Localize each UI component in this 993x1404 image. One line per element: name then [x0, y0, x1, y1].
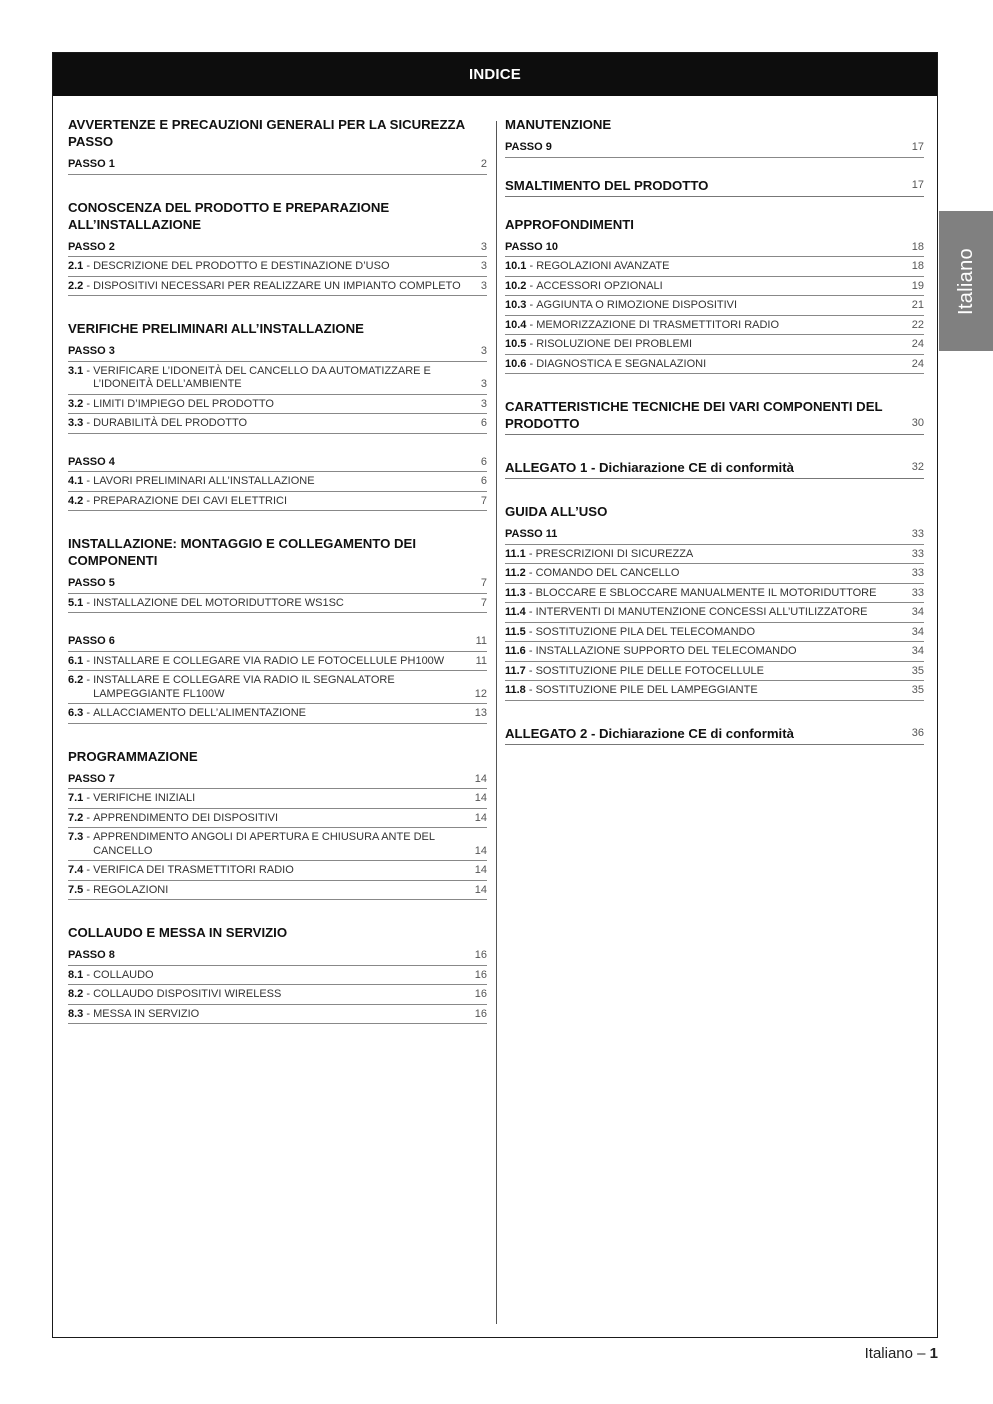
- toc-entry-text: [505, 587, 910, 601]
- entry-number: 11.2: [505, 567, 526, 579]
- section-heading[interactable]: [68, 924, 487, 941]
- toc-entry-text: [505, 548, 910, 562]
- toc-entry-text: [505, 280, 910, 294]
- entry-number: 10.2: [505, 279, 527, 292]
- toc-row[interactable]: [505, 584, 924, 604]
- entry-separator: -: [525, 645, 536, 657]
- section-heading[interactable]: [505, 503, 924, 520]
- page-number: 34: [911, 625, 924, 638]
- toc-row-passo[interactable]: [68, 946, 487, 966]
- entry-separator: -: [525, 664, 536, 677]
- entry-separator: -: [525, 547, 536, 560]
- toc-right-column: [505, 116, 924, 745]
- entry-number: 10.1: [505, 260, 527, 272]
- entry-number: 7.4: [68, 864, 84, 876]
- page-number: 22: [911, 318, 924, 331]
- toc-row[interactable]: [68, 671, 487, 704]
- entry-label: PRESCRIZIONI DI SICUREZZA: [535, 547, 694, 560]
- entry-separator: -: [526, 279, 537, 292]
- page-number: 18: [911, 240, 924, 253]
- entry-label: APPRENDIMENTO ANGOLI DI APERTURA E CHIUSURA ANTE DEL CANCELLO: [93, 831, 435, 857]
- toc-row-passo[interactable]: [68, 342, 487, 362]
- toc-row[interactable]: [505, 681, 924, 701]
- page-number: 2: [480, 158, 487, 170]
- toc-item-list: [68, 362, 487, 434]
- entry-number: 8.1: [68, 968, 84, 981]
- passo-label: PASSO 1: [68, 158, 115, 170]
- toc-entry-text: [505, 645, 910, 659]
- toc-item-list: [68, 966, 487, 1025]
- toc-row-passo[interactable]: [68, 453, 487, 473]
- entry-number: 10.3: [505, 299, 527, 311]
- page-number: 32: [911, 461, 924, 473]
- entry-label: ALLACCIAMENTO DELL’ALIMENTAZIONE: [93, 707, 307, 719]
- section-title: ALLEGATO 2 - Dichiarazione CE di conformità: [505, 725, 794, 741]
- entry-number: 3.1: [68, 364, 84, 377]
- entry-label: MESSA IN SERVIZIO: [93, 1007, 200, 1020]
- entry-separator: -: [83, 417, 94, 429]
- section-heading[interactable]: [505, 216, 924, 233]
- passo-label: PASSO 9: [505, 141, 552, 153]
- entry-number: 4.1: [68, 475, 84, 487]
- page-footer: [865, 1345, 938, 1362]
- page-number: 3: [480, 240, 487, 253]
- entry-label: LAVORI PRELIMINARI ALL’INSTALLAZIONE: [93, 475, 315, 487]
- toc-entry-text: [68, 812, 473, 826]
- page-number: 13: [474, 707, 487, 719]
- section-title: COLLAUDO E MESSA IN SERVIZIO: [68, 925, 288, 940]
- toc-entry-text: [68, 674, 473, 701]
- entry-label: PREPARAZIONE DEI CAVI ELETTRICI: [93, 494, 288, 507]
- entry-separator: -: [83, 397, 94, 410]
- page-number: 17: [911, 141, 924, 153]
- page-number: 12: [474, 687, 487, 700]
- toc-row[interactable]: [505, 277, 924, 297]
- entry-number: 2.2: [68, 279, 84, 292]
- toc-row[interactable]: [68, 362, 487, 395]
- toc-row[interactable]: [505, 545, 924, 565]
- page-number: 14: [474, 772, 487, 785]
- entry-number: 11.3: [505, 586, 526, 599]
- toc-row[interactable]: [68, 789, 487, 809]
- toc-entry-text: [505, 358, 910, 372]
- section-heading[interactable]: [505, 725, 924, 745]
- page-number: 7: [480, 577, 487, 589]
- toc-entry-text: [505, 606, 910, 620]
- toc-row[interactable]: [505, 623, 924, 643]
- page-number: 35: [911, 664, 924, 677]
- section-title: VERIFICHE PRELIMINARI ALL’INSTALLAZIONE: [68, 321, 364, 336]
- page-number: 16: [474, 949, 487, 961]
- section-title: AVVERTENZE E PRECAUZIONI GENERALI PER LA SICUREZZA PASSO: [68, 117, 465, 149]
- entry-separator: -: [83, 674, 94, 686]
- toc-item-list: [68, 652, 487, 724]
- entry-number: 7.3: [68, 831, 84, 843]
- entry-label: BLOCCARE E SBLOCCARE MANUALMENTE IL MOTORIDUTTORE: [535, 586, 877, 599]
- toc-row[interactable]: [68, 828, 487, 861]
- entry-label: REGOLAZIONI: [93, 883, 169, 896]
- entry-separator: -: [525, 567, 536, 579]
- entry-label: DIAGNOSTICA E SEGNALAZIONI: [536, 357, 707, 370]
- section-title: GUIDA ALL’USO: [505, 504, 608, 519]
- toc-row-passo[interactable]: [68, 238, 487, 258]
- section-heading[interactable]: [68, 199, 487, 233]
- toc-entry-text: [505, 684, 910, 698]
- page-number: 19: [911, 279, 924, 292]
- passo-label: PASSO 10: [505, 240, 558, 253]
- page-number: 35: [911, 684, 924, 696]
- passo-label: PASSO 11: [505, 528, 558, 540]
- passo-label: PASSO 2: [68, 240, 115, 253]
- toc-item-list: [505, 257, 924, 374]
- entry-separator: -: [526, 299, 537, 311]
- entry-number: 6.2: [68, 674, 84, 686]
- entry-number: 7.2: [68, 811, 84, 824]
- entry-label: INSTALLAZIONE DEL MOTORIDUTTORE WS1SC: [93, 596, 344, 609]
- entry-number: 11.6: [505, 645, 526, 657]
- entry-separator: -: [526, 357, 537, 370]
- toc-row[interactable]: [68, 704, 487, 724]
- entry-number: 4.2: [68, 494, 84, 507]
- toc-item-list: [68, 789, 487, 900]
- toc-row[interactable]: [68, 395, 487, 415]
- toc-entry-text: [68, 365, 473, 392]
- toc-row[interactable]: [68, 594, 487, 614]
- toc-entry-text: [505, 626, 910, 640]
- toc-item-list: [68, 257, 487, 296]
- page-number: 33: [911, 547, 924, 560]
- entry-label: AGGIUNTA O RIMOZIONE DISPOSITIVI: [536, 299, 738, 311]
- entry-separator: -: [83, 1007, 94, 1020]
- entry-separator: -: [525, 606, 536, 618]
- toc-row[interactable]: [68, 492, 487, 512]
- toc-row[interactable]: [505, 603, 924, 623]
- section-title: MANUTENZIONE: [505, 117, 612, 132]
- entry-separator: -: [525, 586, 536, 599]
- toc-entry-text: [68, 792, 473, 806]
- entry-number: 11.7: [505, 664, 526, 677]
- entry-separator: -: [525, 625, 536, 638]
- entry-label: COMANDO DEL CANCELLO: [535, 567, 680, 579]
- page-number: 14: [474, 864, 487, 876]
- section-title: SMALTIMENTO DEL PRODOTTO: [505, 177, 709, 193]
- page-number: 21: [911, 299, 924, 311]
- passo-label: PASSO 6: [68, 635, 115, 647]
- footer-text: Italiano –: [864, 1345, 930, 1362]
- page-number: 24: [911, 357, 924, 370]
- entry-number: 11.4: [505, 606, 526, 618]
- entry-separator: -: [83, 968, 94, 981]
- toc-row[interactable]: [505, 335, 924, 355]
- toc-entry-text: [68, 398, 473, 412]
- section-heading[interactable]: [505, 459, 924, 479]
- entry-label: REGOLAZIONI AVANZATE: [536, 260, 670, 272]
- toc-row-passo[interactable]: [68, 155, 487, 175]
- toc-entry-text: [505, 260, 910, 274]
- entry-separator: -: [83, 494, 94, 507]
- toc-entry-text: [68, 707, 473, 721]
- entry-label: INSTALLAZIONE SUPPORTO DEL TELECOMANDO: [535, 645, 797, 657]
- entry-number: 6.1: [68, 654, 84, 667]
- passo-label: PASSO 7: [68, 772, 115, 785]
- toc-entry-text: [68, 417, 473, 431]
- entry-number: 10.4: [505, 318, 527, 331]
- page-number: 18: [911, 260, 924, 272]
- toc-entry-text: [68, 495, 473, 509]
- page-number: 6: [480, 417, 487, 429]
- passo-label: PASSO 8: [68, 949, 115, 961]
- toc-row[interactable]: [68, 881, 487, 901]
- page-number: 3: [480, 345, 487, 357]
- page-number: 30: [911, 417, 924, 429]
- entry-label: APPRENDIMENTO DEI DISPOSITIVI: [93, 811, 279, 824]
- entry-separator: -: [83, 475, 94, 487]
- entry-label: INSTALLARE E COLLEGARE VIA RADIO IL SEGNALATORE LAMPEGGIANTE FL100W: [93, 674, 395, 700]
- toc-row[interactable]: [505, 564, 924, 584]
- toc-item-list: [68, 594, 487, 614]
- toc-row[interactable]: [505, 355, 924, 375]
- page-number: 3: [480, 260, 487, 272]
- toc-entry-text: [68, 475, 473, 489]
- entry-label: VERIFICHE INIZIALI: [93, 792, 196, 804]
- toc-entry-text: [68, 597, 473, 611]
- section-heading[interactable]: [68, 535, 487, 569]
- toc-row[interactable]: [68, 277, 487, 297]
- toc-row-passo[interactable]: [505, 138, 924, 158]
- entry-label: DESCRIZIONE DEL PRODOTTO E DESTINAZIONE D’USO: [93, 260, 390, 272]
- section-heading[interactable]: [505, 177, 924, 197]
- page-number: 14: [474, 811, 487, 824]
- entry-number: 10.5: [505, 338, 527, 350]
- page-number: 14: [474, 792, 487, 804]
- entry-label: VERIFICA DEI TRASMETTITORI RADIO: [93, 864, 294, 876]
- footer-page-number: 1: [929, 1345, 938, 1362]
- page-number: 33: [911, 528, 924, 540]
- toc-row[interactable]: [68, 985, 487, 1005]
- entry-label: INTERVENTI DI MANUTENZIONE CONCESSI ALL’UTILIZZATORE: [535, 606, 868, 618]
- toc-row[interactable]: [68, 414, 487, 434]
- column-divider: [496, 121, 497, 1324]
- entry-separator: -: [83, 707, 94, 719]
- section-heading[interactable]: [68, 320, 487, 337]
- toc-entry-text: [68, 884, 473, 898]
- toc-entry-text: [68, 969, 473, 983]
- section-title: PROGRAMMAZIONE: [68, 748, 198, 764]
- toc-row[interactable]: [68, 257, 487, 277]
- page-title: INDICE: [53, 53, 937, 96]
- entry-label: VERIFICARE L’IDONEITÀ DEL CANCELLO DA AUTOMATIZZARE E L’IDONEITÀ DELL’AMBIENTE: [93, 364, 431, 390]
- entry-number: 3.3: [68, 417, 84, 429]
- entry-label: MEMORIZZAZIONE DI TRASMETTITORI RADIO: [536, 318, 780, 331]
- page-number: 16: [474, 1007, 487, 1020]
- entry-separator: -: [83, 988, 94, 1000]
- toc-entry-text: [68, 831, 473, 858]
- toc-row-passo[interactable]: [505, 525, 924, 545]
- entry-label: SOSTITUZIONE PILE DEL LAMPEGGIANTE: [535, 684, 758, 696]
- page-number: 3: [480, 279, 487, 292]
- entry-separator: -: [83, 864, 94, 876]
- entry-label: COLLAUDO: [93, 968, 154, 981]
- entry-label: SOSTITUZIONE PILA DEL TELECOMANDO: [535, 625, 756, 638]
- section-title: ALLEGATO 1 - Dichiarazione CE di conformità: [505, 460, 794, 475]
- page-number: 11: [475, 654, 487, 667]
- passo-label: PASSO 3: [68, 345, 115, 357]
- page-number: 3: [480, 397, 487, 410]
- section-heading[interactable]: [68, 116, 487, 150]
- entry-separator: -: [83, 279, 94, 292]
- entry-separator: -: [526, 318, 537, 331]
- section-heading[interactable]: [505, 116, 924, 133]
- entry-label: LIMITI D’IMPIEGO DEL PRODOTTO: [93, 397, 274, 410]
- toc-item-list: [68, 472, 487, 511]
- toc-row-passo[interactable]: [68, 574, 487, 594]
- page-number: 34: [911, 606, 924, 618]
- entry-number: 5.1: [68, 596, 84, 609]
- toc-entry-text: [68, 1008, 473, 1022]
- page-number: 16: [474, 968, 487, 981]
- toc-row[interactable]: [505, 257, 924, 277]
- entry-separator: -: [525, 684, 536, 696]
- entry-number: 6.3: [68, 707, 84, 719]
- toc-row[interactable]: [505, 662, 924, 682]
- entry-number: 3.2: [68, 397, 84, 410]
- entry-separator: -: [83, 811, 94, 824]
- toc-entry-text: [505, 567, 910, 581]
- toc-row[interactable]: [505, 642, 924, 662]
- section-title: CARATTERISTICHE TECNICHE DEI VARI COMPONENTI DEL PRODOTTO: [505, 399, 883, 431]
- page-number: 17: [911, 178, 924, 191]
- page-number: 16: [474, 988, 487, 1000]
- entry-label: COLLAUDO DISPOSITIVI WIRELESS: [93, 988, 282, 1000]
- toc-entry-text: [68, 988, 473, 1002]
- toc-left-column: [68, 116, 487, 1024]
- passo-label: PASSO 4: [68, 455, 115, 468]
- entry-label: RISOLUZIONE DEI PROBLEMI: [536, 338, 693, 350]
- section-title: APPROFONDIMENTI: [505, 216, 634, 232]
- page-number: 14: [474, 844, 487, 857]
- page-number: 24: [911, 338, 924, 350]
- toc-item-list: [505, 545, 924, 701]
- entry-number: 10.6: [505, 357, 527, 370]
- entry-label: DISPOSITIVI NECESSARI PER REALIZZARE UN IMPIANTO COMPLETO: [93, 279, 461, 292]
- page-number: 34: [911, 645, 924, 657]
- entry-number: 11.5: [505, 625, 526, 638]
- toc-row-passo[interactable]: [68, 632, 487, 652]
- toc-row[interactable]: [505, 296, 924, 316]
- toc-row[interactable]: [505, 316, 924, 336]
- page-number: 14: [474, 883, 487, 896]
- entry-separator: -: [526, 260, 537, 272]
- page-number: 33: [911, 567, 924, 579]
- toc-entry-text: [505, 338, 910, 352]
- toc-row[interactable]: [68, 652, 487, 672]
- toc-frame: [52, 52, 938, 1338]
- entry-separator: -: [83, 364, 94, 377]
- entry-label: SOSTITUZIONE PILE DELLE FOTOCELLULE: [535, 664, 765, 677]
- entry-label: ACCESSORI OPZIONALI: [536, 279, 663, 292]
- entry-separator: -: [83, 260, 94, 272]
- section-heading[interactable]: [505, 398, 924, 435]
- entry-separator: -: [83, 831, 94, 843]
- toc-entry-text: [505, 299, 910, 313]
- toc-row[interactable]: [68, 861, 487, 881]
- toc-row[interactable]: [68, 809, 487, 829]
- entry-separator: -: [83, 792, 94, 804]
- toc-entry-text: [68, 864, 473, 878]
- entry-number: 11.8: [505, 684, 526, 696]
- entry-label: DURABILITÀ DEL PRODOTTO: [93, 417, 248, 429]
- toc-row[interactable]: [68, 1005, 487, 1025]
- toc-entry-text: [505, 319, 910, 333]
- side-tab-label: Italiano: [954, 247, 977, 315]
- page-number: 11: [475, 635, 487, 647]
- page-number: 3: [480, 378, 487, 390]
- section-title: CONOSCENZA DEL PRODOTTO E PREPARAZIONE ALL’INSTALLAZIONE: [68, 199, 390, 232]
- entry-separator: -: [83, 883, 94, 896]
- entry-separator: -: [526, 338, 537, 350]
- page-number: 7: [480, 596, 487, 609]
- page-number: 6: [480, 475, 487, 487]
- section-title: INSTALLAZIONE: MONTAGGIO E COLLEGAMENTO DEI COMPONENTI: [68, 536, 416, 568]
- page-number: 33: [911, 586, 924, 599]
- toc-row[interactable]: [68, 966, 487, 986]
- entry-number: 8.2: [68, 988, 84, 1000]
- section-heading[interactable]: [68, 748, 487, 765]
- entry-separator: -: [83, 596, 94, 609]
- entry-number: 2.1: [68, 260, 84, 272]
- entry-number: 8.3: [68, 1007, 84, 1020]
- page-number: 7: [480, 494, 487, 507]
- toc-row-passo[interactable]: [68, 770, 487, 790]
- entry-label: INSTALLARE E COLLEGARE VIA RADIO LE FOTOCELLULE PH100W: [93, 654, 445, 667]
- page-number: 6: [480, 455, 487, 468]
- language-side-tab: [939, 211, 993, 351]
- toc-entry-text: [505, 665, 910, 679]
- entry-separator: -: [83, 654, 94, 667]
- entry-number: 7.1: [68, 792, 84, 804]
- passo-label: PASSO 5: [68, 577, 115, 589]
- entry-number: 7.5: [68, 883, 84, 896]
- toc-entry-text: [68, 655, 473, 669]
- page-number: 36: [911, 726, 924, 739]
- toc-entry-text: [68, 260, 473, 274]
- toc-entry-text: [68, 280, 473, 294]
- toc-row-passo[interactable]: [505, 238, 924, 258]
- toc-row[interactable]: [68, 472, 487, 492]
- entry-number: 11.1: [505, 547, 526, 560]
